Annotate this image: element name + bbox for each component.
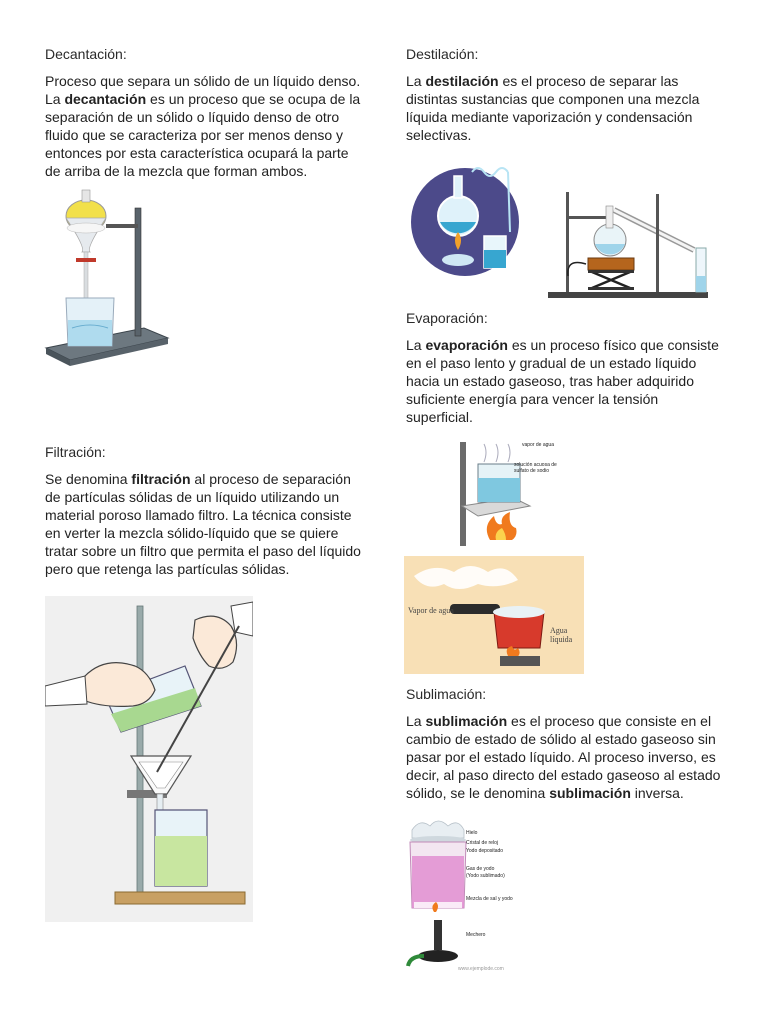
decantacion-p1: Proceso que separa un sólido de un líquido denso. <box>45 73 361 89</box>
sublimation-label-5: Mezcla de sal y yodo <box>466 896 513 902</box>
sublimation-label-3: Gas de yodo <box>466 866 495 872</box>
destilacion-bold: destilación <box>425 73 499 89</box>
destilacion-p-post: es el proceso de separar las distintas sustancias que componen una mezcla líquida mediante vaporización y condensación selectivas. <box>406 73 700 143</box>
decantacion-paragraph <box>45 72 367 180</box>
sublimacion-p-post: inversa. <box>630 785 684 801</box>
filtracion-p-post: al proceso de separación de partículas sólidas de un líquido utilizando un material poroso llamado filtro. La técnica consiste en verter la mezcla sólido-líquido que se quiere tratar sobre un filtro que permita el paso del líquido pero que retenga las partículas sólidas. <box>45 471 361 577</box>
evaporation-label-vapor: vapor de agua <box>522 442 554 448</box>
sublimation-label-1: Cristal de reloj <box>466 840 498 846</box>
decantation-apparatus-illustration <box>44 188 170 368</box>
decantacion-heading: Decantación: <box>45 46 127 62</box>
sublimacion-p-pre: La <box>406 713 426 729</box>
sublimacion-bold-2: sublimación <box>549 785 631 801</box>
evaporacion-heading: Evaporación: <box>406 310 488 326</box>
distillation-apparatus-illustration <box>546 188 712 300</box>
sublimacion-bold-1: sublimación <box>425 713 508 729</box>
sublimation-label-2: Yodo depositado <box>466 848 504 854</box>
sublimacion-heading: Sublimación: <box>406 686 487 702</box>
sublimation-label-0: Hielo <box>466 830 478 836</box>
decantacion-p2-pre: La <box>45 91 65 107</box>
sublimation-watermark: www.ejemplode.com <box>458 966 504 972</box>
filtracion-bold: filtración <box>131 471 191 487</box>
filtracion-heading: Filtración: <box>45 444 106 460</box>
filtration-apparatus-illustration <box>45 596 253 922</box>
destilacion-p-pre: La <box>406 73 426 89</box>
evaporacion-p-pre: La <box>406 337 426 353</box>
evaporation-pot-illustration <box>404 556 584 674</box>
sublimation-label-4: (Yodo sublimado) <box>466 873 505 879</box>
filtracion-paragraph <box>45 470 367 578</box>
sublimation-label-6: Mechero <box>466 932 486 938</box>
destilacion-heading: Destilación: <box>406 46 479 62</box>
evaporation-label-vapor-2: Vapor de agua <box>408 606 454 615</box>
evaporacion-paragraph <box>406 336 724 426</box>
decantacion-p2-post: es un proceso que se ocupa de la separación de un sólido o líquido denso de otro fluido que se caracteriza por ser menos denso y entonces por esta característica ocupará la parte de arriba de la mezcla que forman ambos. <box>45 91 361 179</box>
destilacion-paragraph <box>406 72 724 144</box>
evaporation-beaker-illustration <box>440 436 570 550</box>
distillation-icon-illustration <box>410 152 545 282</box>
sublimacion-p-mid: es el proceso que consiste en el cambio de estado de sólido al estado gaseoso sin pasar por el estado líquido. Al proceso inverso, es decir, al paso directo del estado gaseoso al estado sólido, se le denomina <box>406 713 721 801</box>
sublimacion-paragraph <box>406 712 724 802</box>
sublimation-apparatus-illustration <box>404 816 524 974</box>
decantacion-bold: decantación <box>64 91 147 107</box>
evaporacion-bold: evaporación <box>425 337 508 353</box>
evaporation-label-solution: solución acuosa de sulfato de sodio <box>514 462 557 474</box>
evaporacion-p-post: es un proceso físico que consiste en el paso lento y gradual de un estado líquido hacia un estado gaseoso, tras haber adquirido suficiente energía para vencer la tensión superficial. <box>406 337 719 425</box>
evaporation-label-liquid: Agua líquida <box>550 626 573 644</box>
filtracion-p-pre: Se denomina <box>45 471 132 487</box>
